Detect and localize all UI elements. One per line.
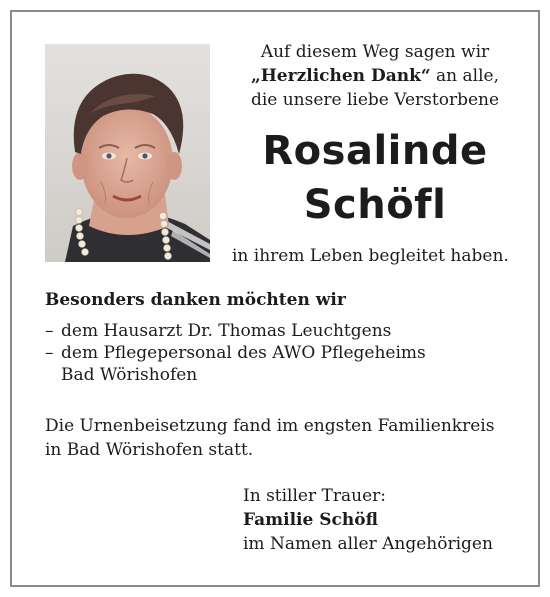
list-item-text: dem Hausarzt Dr. Thomas Leuchtgens [61, 321, 392, 341]
deceased-last-name: Schöfl [303, 182, 447, 228]
signature-block [243, 484, 493, 556]
intro-line-2 [220, 64, 530, 88]
intro-text [220, 40, 530, 112]
intro-line-1: Auf diesem Weg sagen wir [260, 42, 490, 62]
urn-line-2: in Bad Wörishofen statt. [45, 440, 254, 460]
portrait-photo [45, 44, 210, 262]
sign-line-3: im Namen aller Angehörigen [243, 534, 493, 554]
thanks-heading: Besonders danken möchten wir [45, 290, 346, 310]
intro-thanks-phrase: „Herzlichen Dank“ [250, 66, 431, 86]
list-dash: – [45, 321, 54, 341]
list-item-text: dem Pflegepersonal des AWO Pflegeheims [61, 343, 426, 363]
urn-burial-text [45, 414, 515, 462]
sign-family: Familie Schöfl [243, 510, 378, 530]
list-dash: – [45, 343, 54, 363]
thanks-list [45, 320, 426, 386]
list-item [45, 320, 426, 342]
sign-line-1: In stiller Trauer: [243, 486, 386, 506]
life-line: in ihrem Leben begleitet haben. [232, 246, 509, 266]
deceased-first-name: Rosalinde [262, 128, 488, 174]
list-item-text: Bad Wörishofen [61, 365, 198, 385]
intro-line-3: die unsere liebe Verstorbene [250, 90, 500, 110]
intro-line-2-rest: an alle, [430, 66, 500, 86]
list-item [45, 342, 426, 364]
urn-line-1: Die Urnenbeisetzung fand im engsten Familienkreis [45, 416, 495, 436]
list-item-continuation [45, 364, 426, 386]
